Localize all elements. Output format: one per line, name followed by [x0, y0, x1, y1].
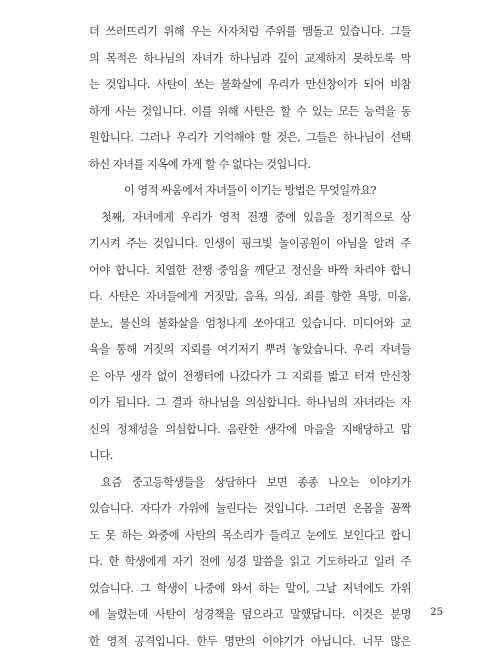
text-line: 이가 됩니다. 그 결과 하나님을 의심합니다. 하나님의 자녀라는 자: [89, 396, 411, 409]
text-line-indented: 요즘 중고등학생들을 상담하다 보면 종종 나오는 이야기가: [101, 475, 411, 489]
text-line: 었습니다. 그 학생이 나중에 와서 하는 말이, 그날 저녁에도 가위: [89, 581, 411, 595]
text-line: 분노, 불신의 불화살을 엄청나게 쏘아대고 있습니다. 미디어와 교: [89, 316, 411, 330]
text-line: 어야 합니다. 치열한 전쟁 중임을 깨닫고 정신을 바짝 차리야 합니: [89, 263, 411, 277]
text-line: 도 못 하는 와중에 사탄의 목소리가 들리고 눈에도 보인다고 합니: [89, 528, 411, 542]
text-line: 하게 사는 것입니다. 이를 위해 사탄은 할 수 있는 모든 능력을 동: [89, 104, 411, 118]
text-line: 는 것입니다. 사탄이 쏘는 불화살에 우리가 만신창이가 되어 비참: [89, 78, 411, 91]
text-line: 은 아무 생각 없이 전쟁터에 나갔다가 그 지뢰를 밟고 터져 만신창: [89, 369, 411, 383]
text-line: 니다.: [89, 449, 113, 462]
text-line: 의 목적은 하나님의 자녀가 하나님과 깊이 교제하지 못하도록 막: [89, 51, 411, 65]
text-line: 있습니다. 자다가 가위에 눌린다는 것입니다. 그러면 온몸을 꼼짝: [89, 502, 411, 515]
text-line: 신의 정체성을 의심합니다. 음란한 생각에 마음을 지배당하고 맙: [89, 422, 411, 436]
text-line: 육을 통해 거짓의 지뢰를 여기저기 뿌려 놓았습니다. 우리 자녀들: [89, 343, 411, 356]
text-line: 다. 사탄은 자녀들에게 거짓말, 음욕, 의심, 죄를 향한 욕망, 미움,: [89, 290, 411, 303]
text-line: 다. 한 학생에게 자기 전에 성경 말씀을 읽고 기도하라고 일러 주: [89, 555, 411, 568]
text-line: 기시켜 주는 것입니다. 인생이 핑크빛 놀이공원이 아님을 알려 주: [89, 237, 411, 250]
text-line: 더 쓰러뜨리기 위해 우는 사자처럼 주위를 맴돌고 있습니다. 그들: [89, 25, 411, 38]
text-line: 한 영적 공격입니다. 한두 명만의 이야기가 아닙니다. 너무 많은: [89, 634, 411, 648]
text-line-heading: 이 영적 싸움에서 자녀들이 이기는 방법은 무엇일까요?: [123, 184, 377, 197]
text-line: 에 눌렸는데 사탄이 성경책을 덮으라고 말했답니다. 이것은 분명: [89, 608, 411, 621]
text-line-indented: 첫째, 자녀에게 우리가 영적 전쟁 중에 있음을 정기적으로 상: [101, 210, 411, 224]
text-line: 원합니다. 그러나 우리가 기억해야 할 것은, 그들은 하나님이 선택: [89, 131, 411, 144]
page-number: 25: [430, 607, 443, 618]
text-line: 하신 자녀를 지옥에 가게 할 수 없다는 것입니다.: [89, 157, 311, 171]
